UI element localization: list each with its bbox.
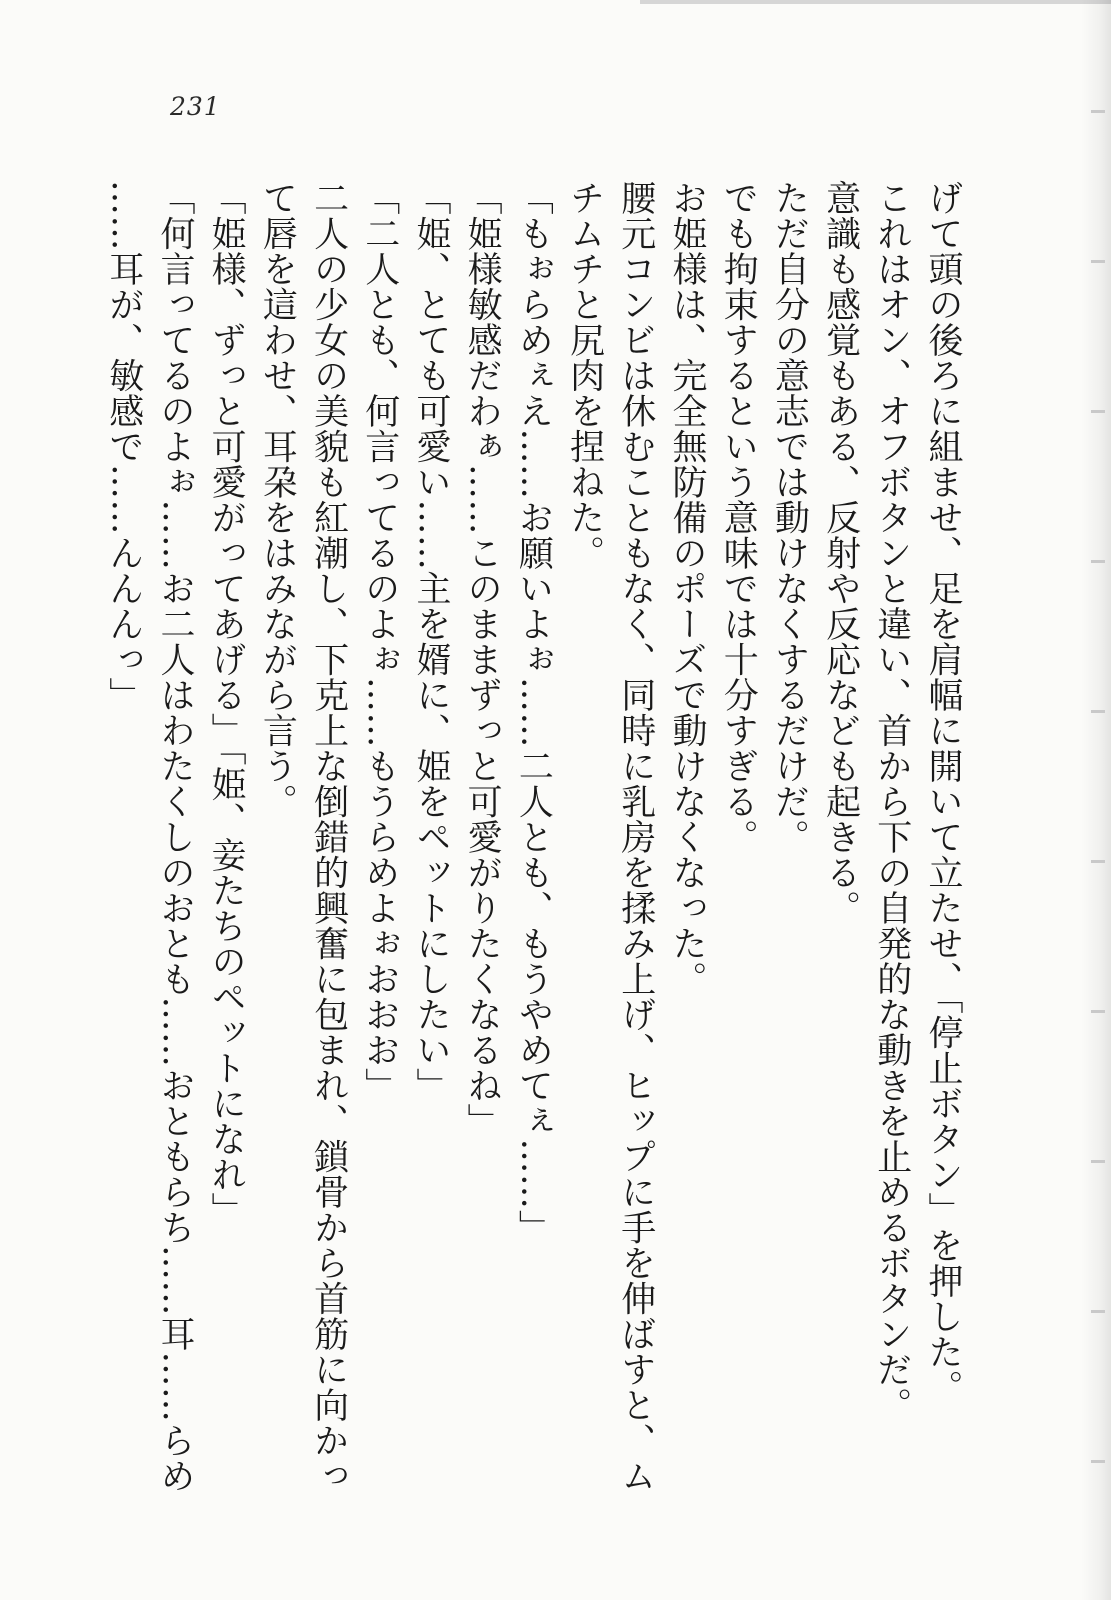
scan-edge-mark xyxy=(1091,1010,1105,1013)
text-line: 腰元コンビは休むこともなく、同時に乳房を揉み上げ、ヒップに手を伸ばすと、ム xyxy=(615,180,656,1494)
text-line: これはオン、オフボタンと違い、首から下の自発的な動きを止めるボタンだ。 xyxy=(871,180,912,1423)
text-line: 意識も感覚もある、反射や反応なども起きる。 xyxy=(820,180,861,926)
scan-edge-mark xyxy=(1091,1460,1105,1463)
scan-right-edge xyxy=(1081,0,1111,1600)
scan-edge-mark xyxy=(1091,1160,1105,1163)
text-line: 「姫様敏感だわぁ……このままずっと可愛がりたくなるね」 xyxy=(462,180,503,1139)
scan-edge-mark xyxy=(1091,560,1105,563)
body-text xyxy=(103,180,968,1560)
text-line: 「もぉらめぇえ……お願いよぉ……二人とも、もうやめてぇ……」 xyxy=(513,180,554,1245)
text-line: 二人の少女の美貌も紅潮し、下克上な倒錯的興奮に包まれ、鎖骨から首筋に向かっ xyxy=(308,180,349,1494)
text-line: チムチと尻肉を捏ねた。 xyxy=(564,180,605,571)
scan-edge-mark xyxy=(1091,1310,1105,1313)
text-line: ……耳が、敏感で……んんんっ」 xyxy=(103,180,144,713)
text-line: でも拘束するという意味では十分すぎる。 xyxy=(718,180,759,855)
page-number: 231 xyxy=(170,92,221,121)
scan-edge-mark xyxy=(1091,410,1105,413)
text-line: ただ自分の意志では動けなくするだけだ。 xyxy=(769,180,810,855)
text-line: げて頭の後ろに組ませ、足を肩幅に開いて立たせ、「停止ボタン」を押した。 xyxy=(923,180,963,1405)
text-line: 「何言ってるのよぉ……お二人はわたくしのおとも……おともらち……耳……らめ xyxy=(154,180,195,1494)
scan-edge-mark xyxy=(1091,260,1105,263)
scan-edge-mark xyxy=(1091,110,1105,113)
scan-edge-mark xyxy=(1091,860,1105,863)
text-line: て唇を這わせ、耳朶をはみながら言う。 xyxy=(257,180,298,819)
scan-edge-mark xyxy=(1091,710,1105,713)
text-line: お姫様は、完全無防備のポーズで動けなくなった。 xyxy=(666,180,707,997)
text-line: 「二人とも、何言ってるのよぉ……もうらめよぉおおお」 xyxy=(359,180,400,1103)
text-line: 「姫様、ずっと可愛がってあげる」「姫、妾たちのペットになれ」 xyxy=(206,180,247,1228)
scan-top-edge xyxy=(640,0,1111,4)
text-line: 「姫、とても可愛い……主を婿に、姫をペットにしたい」 xyxy=(410,180,451,1103)
